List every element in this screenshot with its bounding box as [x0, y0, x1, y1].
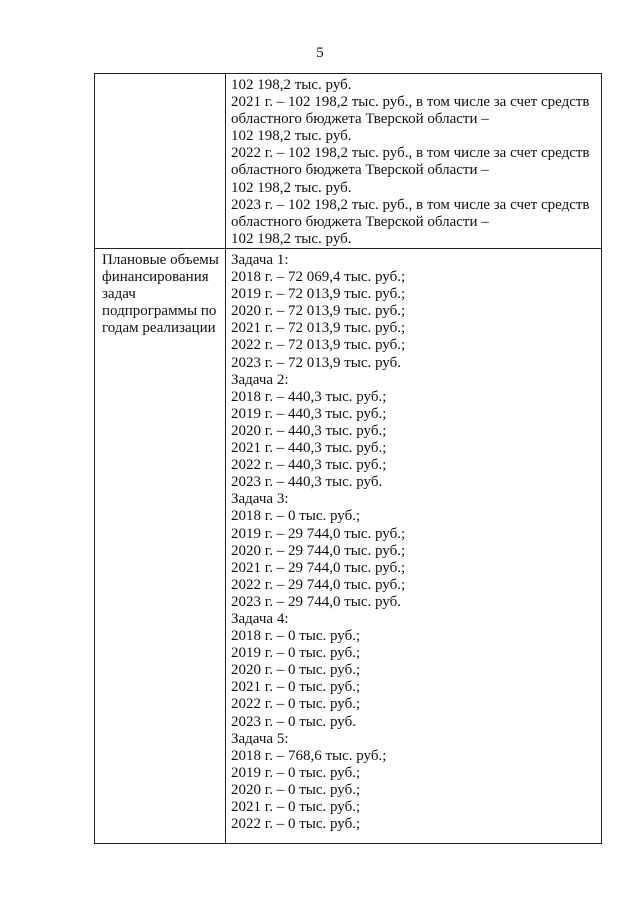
- text-line: 2022 г. – 0 тыс. руб.;: [231, 816, 361, 833]
- text-line: Задача 5:: [231, 730, 289, 747]
- column-divider: [225, 74, 226, 843]
- text-line: 102 198,2 тыс. руб.: [231, 128, 352, 145]
- text-line: 102 198,2 тыс. руб.: [231, 230, 352, 247]
- text-line: 2019 г. – 0 тыс. руб.;: [231, 645, 361, 662]
- text-line: 102 198,2 тыс. руб.: [231, 179, 352, 196]
- text-line: 2019 г. – 29 744,0 тыс. руб.;: [231, 525, 406, 542]
- text-line: Задача 2:: [231, 371, 289, 388]
- text-line: 2018 г. – 768,6 тыс. руб.;: [231, 747, 387, 764]
- text-line: 2022 г. – 102 198,2 тыс. руб., в том числе за счет средств: [231, 145, 590, 162]
- text-line: 2020 г. – 29 744,0 тыс. руб.;: [231, 542, 406, 559]
- page-number: 5: [316, 45, 324, 61]
- text-line: 2019 г. – 0 тыс. руб.;: [231, 764, 361, 781]
- text-line: финансирования: [102, 269, 209, 286]
- text-line: 2018 г. – 0 тыс. руб.;: [231, 628, 361, 645]
- text-line: 2023 г. – 29 744,0 тыс. руб.: [231, 593, 401, 610]
- text-line: задач: [102, 286, 136, 303]
- text-line: 2021 г. – 29 744,0 тыс. руб.;: [231, 559, 406, 576]
- text-line: 2020 г. – 72 013,9 тыс. руб.;: [231, 303, 406, 320]
- text-line: годам реализации: [102, 320, 216, 337]
- row2-value-cell: [231, 252, 601, 833]
- text-line: 2022 г. – 0 тыс. руб.;: [231, 696, 361, 713]
- text-line: 2021 г. – 0 тыс. руб.;: [231, 799, 361, 815]
- text-line: 2018 г. – 0 тыс. руб.;: [231, 508, 361, 525]
- row-divider: [95, 248, 601, 249]
- text-line: 2022 г. – 29 744,0 тыс. руб.;: [231, 576, 406, 593]
- text-line: 2021 г. – 0 тыс. руб.;: [231, 679, 361, 696]
- text-line: областного бюджета Тверской области –: [231, 111, 489, 128]
- row2-label-cell: [102, 252, 224, 337]
- text-line: 2019 г. – 72 013,9 тыс. руб.;: [231, 286, 406, 303]
- text-line: 2020 г. – 0 тыс. руб.;: [231, 662, 361, 679]
- text-line: 2022 г. – 440,3 тыс. руб.;: [231, 457, 387, 474]
- text-line: 2021 г. – 440,3 тыс. руб.;: [231, 440, 387, 457]
- text-line: 2022 г. – 72 013,9 тыс. руб.;: [231, 337, 406, 354]
- text-line: 102 198,2 тыс. руб.: [231, 77, 352, 93]
- text-line: 2021 г. – 72 013,9 тыс. руб.;: [231, 320, 406, 337]
- text-line: 2021 г. – 102 198,2 тыс. руб., в том числе за счет средств: [231, 94, 590, 111]
- text-line: 2023 г. – 102 198,2 тыс. руб., в том числе за счет средств: [231, 196, 590, 213]
- text-line: областного бюджета Тверской области –: [231, 162, 489, 179]
- text-line: 2018 г. – 440,3 тыс. руб.;: [231, 388, 387, 405]
- text-line: Задача 1:: [231, 252, 289, 268]
- text-line: 2023 г. – 0 тыс. руб.: [231, 713, 356, 730]
- text-line: 2018 г. – 72 069,4 тыс. руб.;: [231, 269, 406, 286]
- text-line: Плановые объемы: [102, 252, 219, 268]
- row1-value-cell: [231, 77, 601, 248]
- text-line: Задача 3:: [231, 491, 289, 508]
- text-line: 2020 г. – 440,3 тыс. руб.;: [231, 422, 387, 439]
- text-line: подпрограммы по: [102, 303, 217, 320]
- text-line: Задача 4:: [231, 610, 289, 627]
- text-line: 2023 г. – 72 013,9 тыс. руб.: [231, 354, 401, 371]
- text-line: областного бюджета Тверской области –: [231, 213, 489, 230]
- text-line: 2020 г. – 0 тыс. руб.;: [231, 781, 361, 798]
- financing-table: [94, 73, 602, 844]
- text-line: 2019 г. – 440,3 тыс. руб.;: [231, 405, 387, 422]
- text-line: 2023 г. – 440,3 тыс. руб.: [231, 474, 383, 491]
